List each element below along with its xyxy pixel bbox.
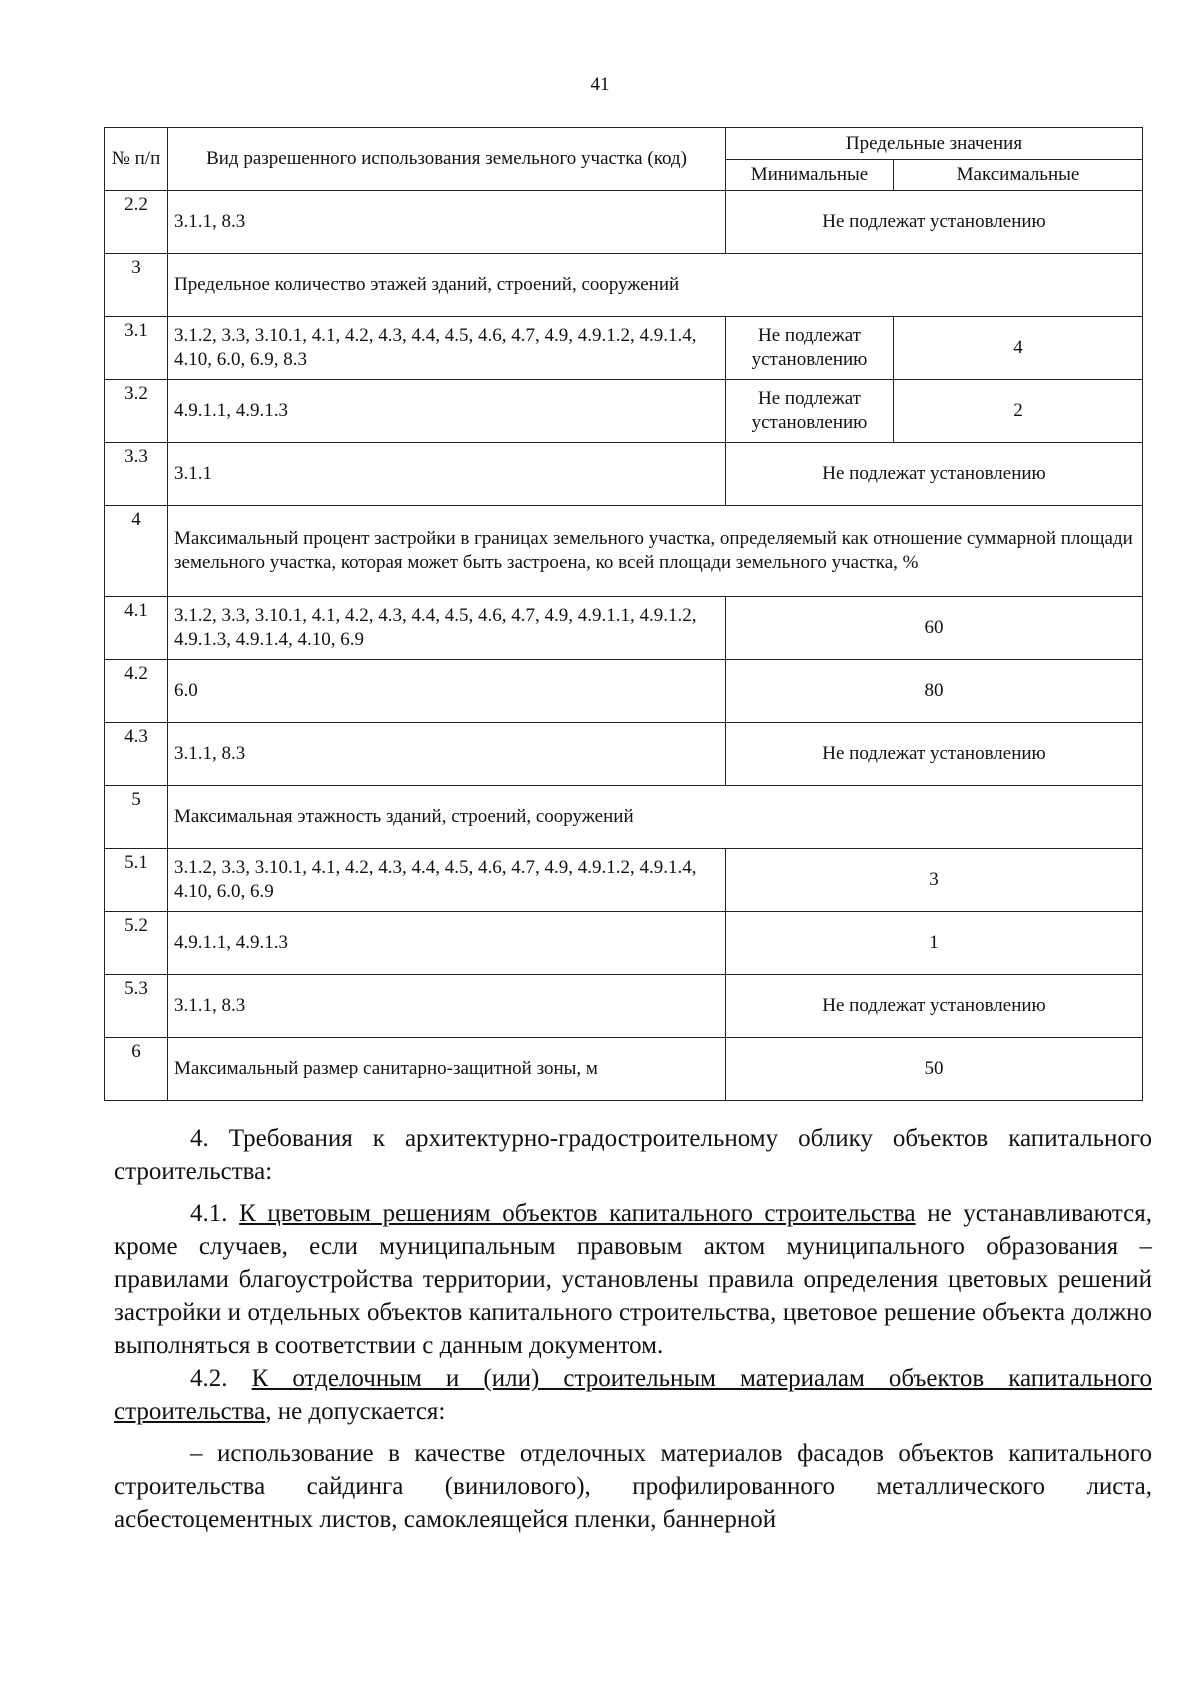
row-codes: 3.1.1 bbox=[168, 443, 726, 506]
row-num: 4 bbox=[105, 506, 168, 597]
underlined-phrase: К отделочным и (или) строительным материалам объектов капитального строительства bbox=[114, 1365, 1152, 1425]
table-header-row bbox=[105, 128, 1143, 160]
row-min: Не подлежат установлению bbox=[726, 380, 894, 443]
table-row bbox=[105, 975, 1143, 1038]
row-max: 4 bbox=[894, 317, 1143, 380]
row-value: Не подлежат установлению bbox=[726, 443, 1143, 506]
row-num: 5 bbox=[105, 786, 168, 849]
header-num: № п/п bbox=[105, 128, 168, 191]
table-row bbox=[105, 660, 1143, 723]
row-codes: 3.1.1, 8.3 bbox=[168, 723, 726, 786]
paragraph-4-2: 4.2. К отделочным и (или) строительным материалам объектов капитального строительства, не допускается: bbox=[114, 1365, 1152, 1425]
row-codes: 4.9.1.1, 4.9.1.3 bbox=[168, 912, 726, 975]
row-num: 5.3 bbox=[105, 975, 168, 1038]
table-row bbox=[105, 597, 1143, 660]
row-num: 4.2 bbox=[105, 660, 168, 723]
row-codes: 3.1.2, 3.3, 3.10.1, 4.1, 4.2, 4.3, 4.4, 4.5, 4.6, 4.7, 4.9, 4.9.1.2, 4.9.1.4, 4.10, 6.0, 6.9, 8.3 bbox=[168, 317, 726, 380]
table-section-row bbox=[105, 254, 1143, 317]
row-codes: 3.1.1, 8.3 bbox=[168, 191, 726, 254]
body-text bbox=[114, 1122, 1152, 1536]
paragraph-4-1: 4.1. К цветовым решениям объектов капитального строительства не устанавливаются, кроме случаев, если муниципальным правовым актом муниципального образования – правилами благоустройства территории, установлены правила определения цветовых решений застройки и отдельных объектов капитального строительства, цветовое решение объекта должно выполняться в соответствии с данным документом. bbox=[114, 1200, 1153, 1359]
row-value: 3 bbox=[726, 849, 1143, 912]
row-codes: 3.1.2, 3.3, 3.10.1, 4.1, 4.2, 4.3, 4.4, 4.5, 4.6, 4.7, 4.9, 4.9.1.1, 4.9.1.2, 4.9.1.3, 4.9.1.4, 4.10, 6.9 bbox=[168, 597, 726, 660]
row-num: 6 bbox=[105, 1038, 168, 1101]
row-num: 3.3 bbox=[105, 443, 168, 506]
section-title: Максимальная этажность зданий, строений, сооружений bbox=[168, 786, 1143, 849]
row-num: 5.2 bbox=[105, 912, 168, 975]
row-value: 80 bbox=[726, 660, 1143, 723]
row-value: 60 bbox=[726, 597, 1143, 660]
underlined-phrase: К цветовым решениям объектов капитального строительства bbox=[239, 1200, 916, 1227]
row-num: 3.1 bbox=[105, 317, 168, 380]
table-row bbox=[105, 317, 1143, 380]
row-codes: Максимальный размер санитарно-защитной зоны, м bbox=[168, 1038, 726, 1101]
table-row bbox=[105, 191, 1143, 254]
row-num: 4.1 bbox=[105, 597, 168, 660]
row-codes: 4.9.1.1, 4.9.1.3 bbox=[168, 380, 726, 443]
page-number: 41 bbox=[590, 74, 610, 95]
header-min: Минимальные bbox=[726, 160, 894, 191]
table-row bbox=[105, 912, 1143, 975]
table-row bbox=[105, 380, 1143, 443]
row-num: 4.3 bbox=[105, 723, 168, 786]
table-row bbox=[105, 723, 1143, 786]
table-section-row bbox=[105, 506, 1143, 597]
table-row bbox=[105, 1038, 1143, 1101]
row-value: 50 bbox=[726, 1038, 1143, 1101]
row-num: 2.2 bbox=[105, 191, 168, 254]
row-value: Не подлежат установлению bbox=[726, 191, 1143, 254]
header-limits: Предельные значения bbox=[726, 128, 1143, 160]
table-row bbox=[105, 849, 1143, 912]
section-title: Предельное количество этажей зданий, строений, сооружений bbox=[168, 254, 1143, 317]
row-codes: 3.1.1, 8.3 bbox=[168, 975, 726, 1038]
table-row bbox=[105, 443, 1143, 506]
row-codes: 6.0 bbox=[168, 660, 726, 723]
row-max: 2 bbox=[894, 380, 1143, 443]
row-value: 1 bbox=[726, 912, 1143, 975]
land-use-limits-table bbox=[104, 127, 1143, 1101]
header-max: Максимальные bbox=[894, 160, 1143, 191]
header-kind: Вид разрешенного использования земельного участка (код) bbox=[168, 128, 726, 191]
row-num: 5.1 bbox=[105, 849, 168, 912]
section-title: Максимальный процент застройки в границах земельного участка, определяемый как отношение суммарной площади земельного участка, которая может быть застроена, ко всей площади земельного участка, % bbox=[168, 506, 1143, 597]
row-num: 3 bbox=[105, 254, 168, 317]
table-section-row bbox=[105, 786, 1143, 849]
row-value: Не подлежат установлению bbox=[726, 723, 1143, 786]
row-value: Не подлежат установлению bbox=[726, 975, 1143, 1038]
row-min: Не подлежат установлению bbox=[726, 317, 894, 380]
row-num: 3.2 bbox=[105, 380, 168, 443]
paragraph-4: 4. Требования к архитектурно-градостроительному облику объектов капитального строительства: bbox=[114, 1125, 1152, 1185]
row-codes: 3.1.2, 3.3, 3.10.1, 4.1, 4.2, 4.3, 4.4, 4.5, 4.6, 4.7, 4.9, 4.9.1.2, 4.9.1.4, 4.10, 6.0, 6.9 bbox=[168, 849, 726, 912]
paragraph-dash-item: – использование в качестве отделочных материалов фасадов объектов капитального строительства сайдинга (винилового), профилированного металлического листа, асбестоцементных листов, самоклеящейся пленки, баннерной bbox=[114, 1440, 1152, 1533]
